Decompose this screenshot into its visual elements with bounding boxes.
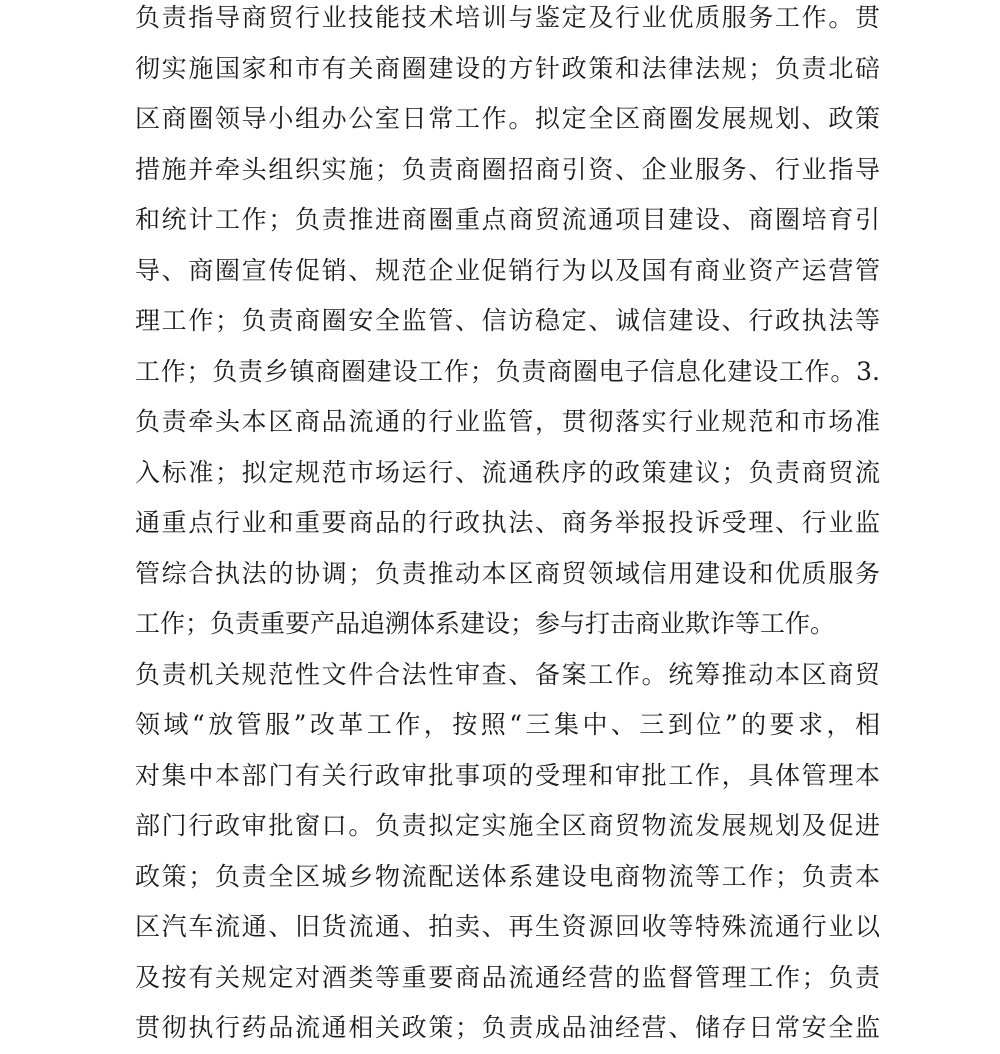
text-line-14: 负责机关规范性文件合法性审查、备案工作。统筹推动本区商贸 bbox=[135, 659, 880, 689]
text-line-16: 对集中本部门有关行政审批事项的受理和审批工作，具体管理本 bbox=[135, 760, 880, 790]
body-text bbox=[135, 0, 880, 1054]
text-line-12: 管综合执法的协调；负责推动本区商贸领域信用建设和优质服务 bbox=[135, 558, 880, 588]
text-line-1: 负责指导商贸行业技能技术培训与鉴定及行业优质服务工作。贯 bbox=[135, 3, 880, 32]
text-line-9: 负责牵头本区商品流通的行业监管，贯彻落实行业规范和市场准 bbox=[135, 407, 880, 436]
text-line-20: 及按有关规定对酒类等重要商品流通经营的监督管理工作；负责 bbox=[135, 962, 880, 992]
text-line-11: 通重点行业和重要商品的行政执法、商务举报投诉受理、行业监 bbox=[135, 508, 880, 537]
text-line-2: 彻实施国家和市有关商圈建设的方针政策和法律法规；负责北碚 bbox=[135, 53, 880, 83]
text-line-10: 入标准；拟定规范市场运行、流通秩序的政策建议；负责商贸流 bbox=[135, 457, 880, 487]
text-line-13: 工作；负责重要产品追溯体系建设；参与打击商业欺诈等工作。 bbox=[135, 609, 836, 638]
text-line-6: 导、商圈宣传促销、规范企业促销行为以及国有商业资产运营管 bbox=[135, 255, 880, 285]
text-line-19: 区汽车流通、旧货流通、拍卖、再生资源回收等特殊流通行业以 bbox=[135, 912, 880, 941]
text-line-4: 措施并牵头组织实施；负责商圈招商引资、企业服务、行业指导 bbox=[135, 154, 880, 184]
text-line-21: 贯彻执行药品流通相关政策；负责成品油经营、储存日常安全监 bbox=[135, 1013, 880, 1042]
text-line-8: 工作；负责乡镇商圈建设工作；负责商圈电子信息化建设工作。3. bbox=[135, 356, 880, 386]
text-line-7: 理工作；负责商圈安全监管、信访稳定、诚信建设、行政执法等 bbox=[135, 306, 880, 335]
text-line-18: 政策；负责全区城乡物流配送体系建设电商物流等工作；负责本 bbox=[135, 861, 880, 891]
text-line-15: 领域“放管服”改革工作，按照“三集中、三到位”的要求，相 bbox=[135, 710, 880, 739]
text-line-5: 和统计工作；负责推进商圈重点商贸流通项目建设、商圈培育引 bbox=[135, 205, 880, 234]
text-line-3: 区商圈领导小组办公室日常工作。拟定全区商圈发展规划、政策 bbox=[135, 104, 880, 133]
text-line-17: 部门行政审批窗口。负责拟定实施全区商贸物流发展规划及促进 bbox=[135, 811, 880, 840]
